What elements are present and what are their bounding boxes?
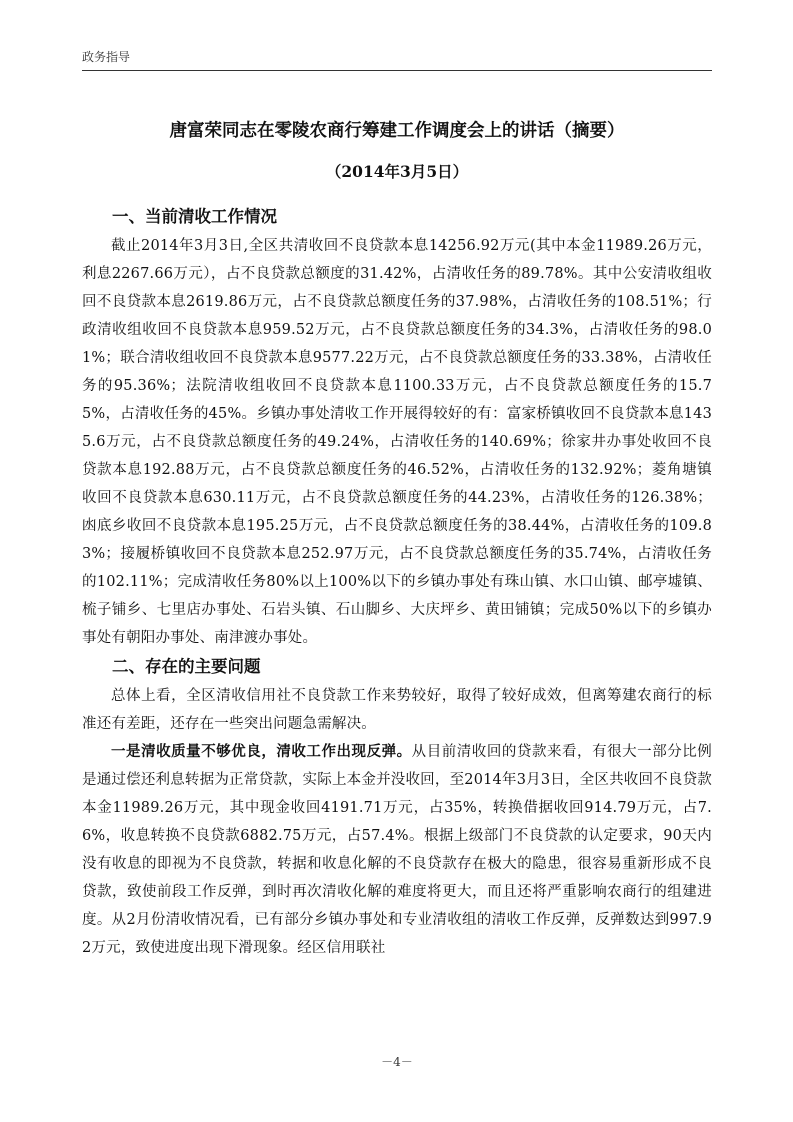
header-label: 政务指导 — [82, 50, 131, 64]
point-lead: 一是清收质量不够优良，清收工作出现反弹。 — [111, 743, 412, 760]
paragraph: 总体上看，全区清收信用社不良贷款工作来势较好，取得了较好成效，但离筹建农商行的标准还有差距，还存在一些突出问题急需解决。 — [82, 688, 712, 732]
running-header — [82, 46, 712, 65]
paragraph-point — [82, 738, 712, 962]
point-body: 从目前清收回的贷款来看，有很大一部分比例是通过偿还利息转据为正常贷款，实际上本金并没收回，至2014年3月3日，全区共收回不良贷款本金11989.26万元，其中现金收回4191.71万元，占35%，转换借据收回914.79万元，占7.6%，收息转换不良贷款6882.75万元，占57.4%。根据上级部门不良贷款的认定要求，90天内没有收息的即视为不良贷款，转据和收息化解的不良贷款存在极大的隐患，很容易重新形成不良贷款，致使前段工作反弹，到时再次清收化解的难度将更大，而且还将严重影响农商行的组建进度。从2月份清收情况看，已有部分乡镇办事处和专业清收组的清收工作反弹，反弹数达到997.92万元，致使进度出现下滑现象。经区信用联社 — [82, 744, 713, 956]
paragraph: 截止2014年3月3日,全区共清收回不良贷款本息14256.92万元(其中本金11989.26万元，利息2267.66万元），占不良贷款总额度的31.42%，占清收任务的89.78%。其中公安清收组收回不良贷款本息2619.86万元，占不良贷款总额度任务的37.98%，占清收任务的108.51%；行政清收组收回不良贷款本息959.52万元，占不良贷款总额度任务的34.3%，占清收任务的98.01%；联合清收组收回不良贷款本息9577.22万元，占不良贷款总额度任务的33.38%，占清收任务的95.36%；法院清收组收回不良贷款本息1100.33万元，占不良贷款总额度任务的15.75%，占清收任务的45%。乡镇办事处清收工作开展得较好的有：富家桥镇收回不良贷款本息1435.6万元，占不良贷款总额度任务的49.24%，占清收任务的140.69%；徐家井办事处收回不良贷款本息192.88万元，占不良贷款总额度任务的46.52%，占清收任务的132.92%；菱角塘镇收回不良贷款本息630.11万元，占不良贷款总额度任务的44.23%，占清收任务的126.38%；凼底乡收回不良贷款本息195.25万元，占不良贷款总额度任务的38.44%，占清收任务的109.83%；接履桥镇收回不良贷款本息252.97万元，占不良贷款总额度任务的35.74%，占清收任务的102.11%；完成清收任务80%以上100%以下的乡镇办事处有珠山镇、水口山镇、邮亭墟镇、梳子铺乡、七里店办事处、石岩头镇、石山脚乡、大庆坪乡、黄田铺镇；完成50%以下的乡镇办事处有朝阳办事处、南津渡办事处。 — [82, 238, 712, 646]
header-rule — [82, 70, 712, 71]
document-date: （2014年3月5日） — [325, 162, 469, 181]
document-title: 唐富荣同志在零陵农商行筹建工作调度会上的讲话（摘要） — [169, 121, 625, 141]
section-heading: 二、存在的主要问题 — [112, 657, 261, 676]
section-heading: 一、当前清收工作情况 — [112, 207, 277, 226]
page-number: －4－ — [381, 1055, 413, 1069]
document-body — [82, 202, 712, 962]
